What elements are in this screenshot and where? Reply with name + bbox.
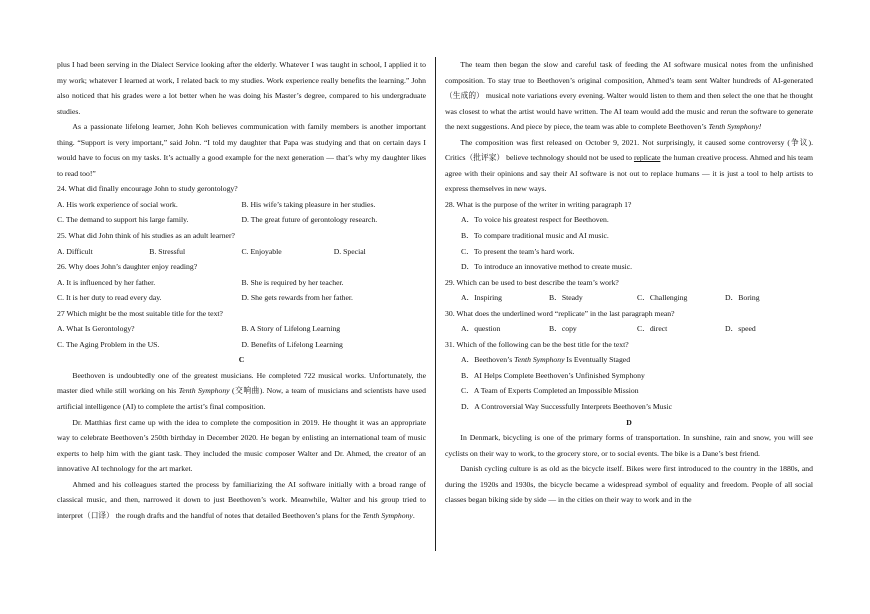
- option-a: A. Difficult: [57, 246, 93, 256]
- option-b: B．To compare traditional music and AI music.: [461, 231, 609, 241]
- option-a: A. What Is Gerontology?: [57, 324, 135, 334]
- option-d: D. The great future of gerontology research.: [241, 215, 378, 225]
- option-c: C．direct: [637, 324, 668, 334]
- option-b: B．AI Helps Complete Beethoven’s Unfinished Symphony: [461, 370, 645, 380]
- option-b: B．Steady: [549, 293, 583, 303]
- passage-d-paragraph-2: Danish cycling culture is as old as the bicycle itself. Bikes were first introduced to the country in the 1880s, and during the 1920s and 1930s, the bicycle became a widespread symbol of equality and freedom. People of all social classes began biking side by side — in the cities on their way to work and in the: [445, 464, 813, 505]
- column-divider: [435, 57, 436, 551]
- option-d: D．To introduce an innovative method to create music.: [461, 262, 633, 272]
- question-28: [445, 197, 813, 275]
- option-d: D．Boring: [725, 293, 760, 303]
- question-27: [57, 306, 426, 353]
- option-b: B. A Story of Lifelong Learning: [241, 324, 341, 334]
- question-stem: 26. Why does John’s daughter enjoy reading?: [57, 262, 198, 272]
- right-column: [445, 57, 813, 508]
- passage-c-paragraph-5: The composition was first released on October 9, 2021. Not surprisingly, it caused some controversy (争议). Critics（批评家） believe technology should not be used to replicate the human creative process. Ahmed and his team agree with their opinions and say their AI software is not out to replace humans — it is just a tool to help artists to express themselves in new ways.: [445, 137, 813, 194]
- question-stem: 30. What does the underlined word “replicate” in the last paragraph mean?: [445, 308, 675, 318]
- passage-d-paragraph-1: In Denmark, bicycling is one of the primary forms of transportation. In sunshine, rain and snow, you will see cyclists on their way to work, to the grocery store, or to social events. The bike is a Dane’s best friend.: [445, 433, 813, 458]
- option-a: A．Beethoven’s Tenth Symphony Is Eventually Staged: [461, 355, 631, 365]
- option-c: C. It is her duty to read every day.: [57, 293, 162, 303]
- option-d: D. Benefits of Lifelong Learning: [241, 339, 343, 349]
- option-c: C. The Aging Problem in the US.: [57, 339, 160, 349]
- option-c: C．A Team of Experts Completed an Impossible Mission: [461, 386, 639, 396]
- question-stem: 27 Which might be the most suitable title for the text?: [57, 308, 223, 318]
- question-29: [445, 275, 813, 306]
- option-b: B．copy: [549, 324, 577, 334]
- option-b: B. His wife’s taking pleasure in her studies.: [241, 199, 376, 209]
- option-c: C. The demand to support his large family.: [57, 215, 189, 225]
- option-c: C．To present the team’s hard work.: [461, 246, 575, 256]
- question-stem: 24. What did finally encourage John to study gerontology?: [57, 184, 238, 194]
- left-column: [57, 57, 426, 523]
- section-heading-c: C: [238, 355, 245, 365]
- option-d: D. Special: [333, 246, 366, 256]
- question-stem: 31. Which of the following can be the best title for the text?: [445, 339, 629, 349]
- passage-b-paragraph: As a passionate lifelong learner, John Koh believes communication with family members is another important thing. “Support is very important,” said John. “I told my daughter that Papa was studying and that on certain days I would have to focus on my tasks. It’s actually a good example for the next generation — that’s why my daughter likes to read too!”: [57, 122, 426, 178]
- passage-c-paragraph-2: Dr. Matthias first came up with the idea to complete the composition in 2019. He thought it was an appropriate way to celebrate Beethoven’s 250th birthday in December 2020. He began by enlisting an international team of music experts to help him with the giant task. They included the music composer Walter and Dr. Ahmed, the creator of an innovative AI technology for the art market.: [57, 417, 426, 474]
- option-d: D．speed: [725, 324, 756, 334]
- option-c: C．Challenging: [637, 293, 688, 303]
- passage-c-paragraph-3: Ahmed and his colleagues started the process by familiarizing the AI software initially with a broad range of classical music, and then, narrowed it down to just Beethoven’s work. Meanwhile, Walter and his group tried to interpret（口译） the rough drafts and the handful of notes that detailed Beethoven’s plans for the Tenth Symphony.: [57, 479, 426, 520]
- option-a: A．question: [461, 324, 501, 334]
- option-b: B. She is required by her teacher.: [241, 277, 344, 287]
- passage-c-paragraph-1: Beethoven is undoubtedly one of the greatest musicians. He completed 722 musical works. Unfortunately, the master died while still working on his Tenth Symphony (交响曲). Now, a team of musicians and scientists have used artificial intelligence (AI) to complete the artist’s final composition.: [57, 370, 426, 412]
- option-b: B. Stressful: [149, 246, 186, 256]
- passage-c-paragraph-4: The team then began the slow and careful task of feeding the AI software musical notes from the unfinished composition. To stay true to Beethoven’s original composition, Ahmed’s team sent Walter hundreds of AI-generated（生成的） musical note variations every evening. Walter would listen to them and then select the one that he thought was closest to what the artist would have written. The AI team would add the music and rerun the software to generate the next suggestions. And piece by piece, the team was able to complete Beethoven’s Tenth Symphony!: [445, 60, 813, 132]
- question-30: [445, 306, 813, 337]
- option-a: A．To voice his greatest respect for Beethoven.: [461, 215, 609, 225]
- question-31: [445, 337, 813, 415]
- option-a: A. His work experience of social work.: [57, 199, 178, 209]
- question-25: [57, 228, 426, 259]
- question-stem: 25. What did John think of his studies as an adult learner?: [57, 231, 235, 241]
- option-a: A．Inspiring: [461, 293, 502, 303]
- option-c: C. Enjoyable: [241, 246, 282, 256]
- underlined-word: replicate: [633, 153, 661, 163]
- section-heading-d: D: [626, 417, 632, 427]
- question-26: [57, 259, 426, 306]
- option-d: D. She gets rewards from her father.: [241, 293, 353, 303]
- option-a: A. It is influenced by her father.: [57, 277, 156, 287]
- question-24: [57, 181, 426, 228]
- passage-b-paragraph: plus I had been serving in the Dialect Service looking after the elderly. Whatever I was taught in school, I applied it to my work; whatever I learned at work, I related back to my studies. Work experience really benefits the learning.” John also noticed that his grades were a lot better when he was doing his Master’s degree, compared to his undergraduate studies.: [57, 60, 426, 116]
- question-stem: 28. What is the purpose of the writer in writing paragraph 1?: [445, 199, 632, 209]
- question-stem: 29. Which can be used to best describe the team’s work?: [445, 277, 619, 287]
- option-d: D．A Controversial Way Successfully Interprets Beethoven’s Music: [461, 402, 673, 412]
